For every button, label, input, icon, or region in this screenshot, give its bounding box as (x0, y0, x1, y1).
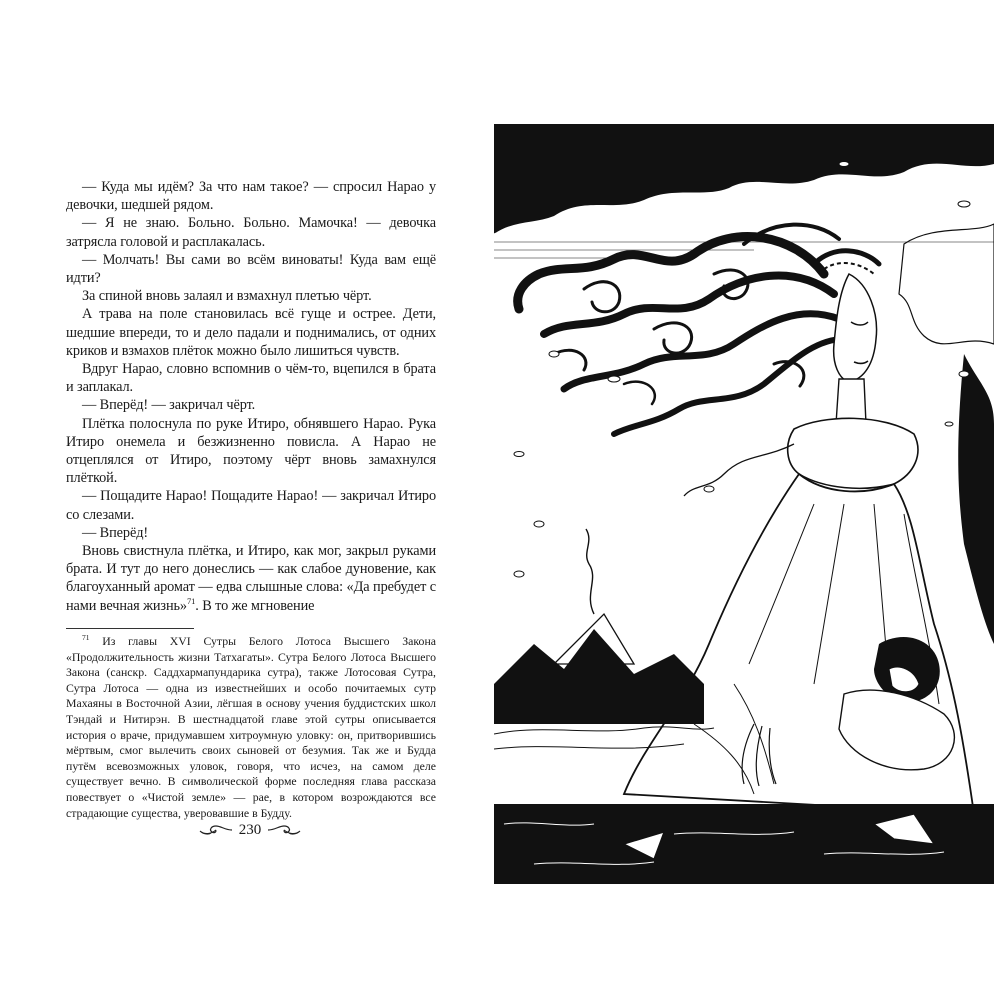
footnote-reference[interactable]: 71 (186, 595, 196, 606)
paragraph (66, 542, 436, 615)
right-flourish-icon (267, 823, 301, 837)
paragraph-tail: . В то же мгновение (195, 597, 315, 614)
paragraph: А трава на поле становилась всё гуще и острее. Дети, шедшие впереди, то и дело падали и поднимались, от одних криков и взмахов плёток можно было лишиться чувств. (66, 306, 436, 359)
paragraph: — Пощадите Нарао! Пощадите Нарао! — закричал Итиро со слезами. (66, 488, 436, 523)
main-text-column (66, 178, 436, 615)
paragraph: Плётка полоснула по руке Итиро, обнявшего Нарао. Рука Итиро онемела и безжизненно повисла. А Нарао не отцеплялся от Итиро, поэтому чёрт вновь замахнулся плёткой. (66, 415, 436, 487)
robe-collar (788, 418, 918, 488)
paragraph-text: Вновь свистнула плётка, и Итиро, как мог, закрыл руками брата. И тут до него донеслись — как слабое дуновение, как благоуханный аромат — едва слышные слова: «Да пребудет с нами вечная жизнь» (66, 543, 436, 614)
water-band (494, 804, 994, 884)
page-number: 230 (238, 821, 262, 838)
paragraph: — Вперёд! (82, 524, 149, 541)
paragraph: Вдруг Нарао, словно вспомнив о чём-то, вцепился в брата и заплакал. (66, 361, 436, 396)
neck (836, 379, 866, 424)
footnote-section (66, 634, 436, 821)
left-flourish-icon (199, 823, 233, 837)
footnote (66, 634, 436, 821)
page-number-block (190, 818, 310, 842)
ink-illustration (494, 124, 994, 884)
paragraph: За спиной вновь залаял и взмахнул плетью чёрт. (82, 288, 372, 305)
footnote-divider (66, 628, 194, 629)
footnote-text: Из главы XVI Сутры Белого Лотоса Высшего Закона «Продолжительность жизни Татхагаты». Сутра Белого Лотоса Высшего Закона (санскр. Саддхармапундарика сутра), также Лотосовая Сутра, Сутра Лотоса — одна из известнейших и особо почитаемых сутр Махаяны в Восточной Азии, лёгшая в основу учения буддистских школ Тэндай и Нитирэн. В шестнадцатой главе этой сутры описывается история о враче, придумавшем хитроумную уловку: он, притворившись мёртвым, смог вылечить своих сыновей от безумия. Так же и Будда путём всевозможных уловок, говоря, что исчез, на самом деле существует вечно. В символической форме последняя глава рассказа повествует о «Чистой земле» — рае, в котором возрождаются все страдающие существа, уверовавшие в Будду. (66, 634, 436, 820)
paragraph: — Вперёд! — закричал чёрт. (82, 397, 256, 414)
footnote-number: 71 (82, 633, 90, 643)
paragraph: — Я не знаю. Больно. Больно. Мамочка! — девочка затрясла головой и расплакалась. (66, 215, 436, 250)
paragraph: — Молчать! Вы сами во всём виноваты! Куда вам ещё идти? (66, 251, 436, 287)
paragraph: — Куда мы идём? За что нам такое? — спросил Нарао у девочки, шедшей рядом. (66, 179, 436, 214)
